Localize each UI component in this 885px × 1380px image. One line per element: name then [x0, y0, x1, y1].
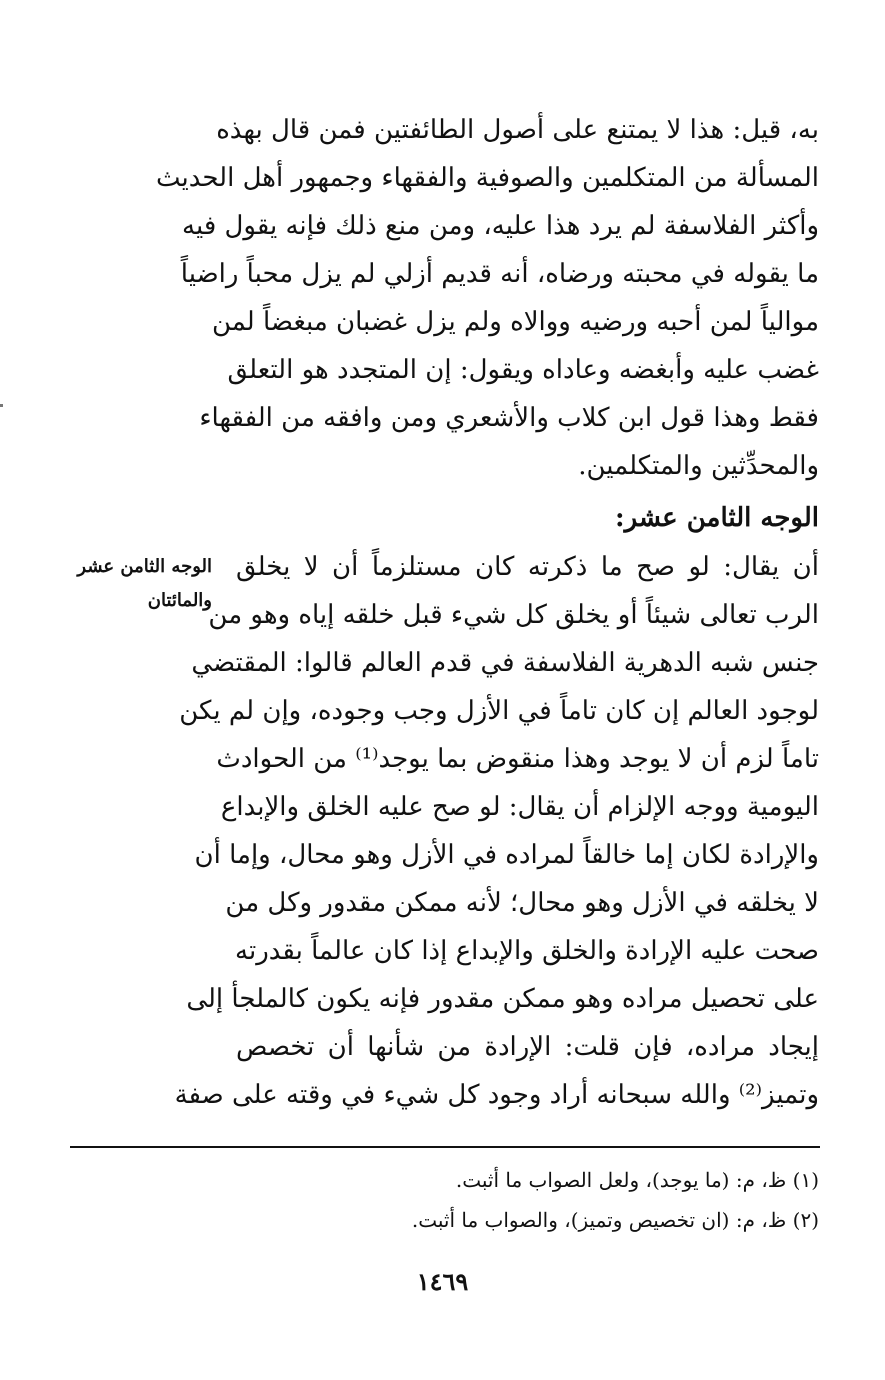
text-line: إيجاد مراده، فإن قلت: الإرادة من شأنها أن تخصص	[236, 1032, 819, 1062]
text-line: تاماً لزم أن لا يوجد وهذا منقوض بما يوجد⁽¹⁾ من الحوادث	[216, 744, 819, 774]
page-number: ١٤٦٩	[416, 1267, 469, 1296]
footnote-divider	[70, 1146, 820, 1148]
text-line: والمحدِّثين والمتكلمين.	[578, 451, 819, 481]
text-line: الرب تعالى شيئاً أو يخلق كل شيء قبل خلقه إياه وهو من	[208, 600, 819, 630]
margin-note-line: الوجه الثامن عشر	[77, 556, 212, 577]
text-line: فقط وهذا قول ابن كلاب والأشعري ومن وافقه من الفقهاء	[199, 403, 819, 433]
text-line: لا يخلقه في الأزل وهو محال؛ لأنه ممكن مقدور وكل من	[225, 888, 819, 918]
text-line: لوجود العالم إن كان تاماً في الأزل وجب وجوده، وإن لم يكن	[179, 696, 819, 726]
footnotes	[236, 1160, 819, 1240]
text-line: أن يقال: لو صح ما ذكرته كان مستلزماً أن لا يخلق	[236, 552, 819, 582]
footnote: (٢) ظ، م: (ان تخصيص وتميز)، والصواب ما أثبت.	[411, 1208, 819, 1232]
footnote: (١) ظ، م: (ما يوجد)، ولعل الصواب ما أثبت.	[455, 1168, 819, 1192]
text-line: وأكثر الفلاسفة لم يرد هذا عليه، ومن منع ذلك فإنه يقول فيه	[182, 211, 819, 241]
section-heading: الوجه الثامن عشر:	[615, 503, 819, 533]
text-line: المسألة من المتكلمين والصوفية والفقهاء وجمهور أهل الحديث	[155, 163, 819, 193]
text-line: وتميز⁽²⁾ والله سبحانه أراد وجود كل شيء في وقته على صفة	[174, 1080, 819, 1110]
text-line: ما يقوله في محبته ورضاه، أنه قديم أزلي لم يزل محباً راضياً	[180, 259, 819, 289]
scan-edge-mark	[0, 404, 3, 407]
paragraph-1	[155, 106, 819, 490]
text-line: صحت عليه الإرادة والخلق والإبداع إذا كان عالماً بقدرته	[235, 936, 819, 966]
margin-note-line: والمائتان	[147, 590, 212, 611]
text-line: على تحصيل مراده وهو ممكن مقدور فإنه يكون كالملجأ إلى	[186, 984, 819, 1014]
text-line: موالياً لمن أحبه ورضيه ووالاه ولم يزل غضبان مبغضاً لمن	[211, 307, 819, 337]
text-line: غضب عليه وأبغضه وعاداه ويقول: إن المتجدد هو التعلق	[227, 355, 819, 385]
margin-note	[70, 550, 212, 618]
text-line: جنس شبه الدهرية الفلاسفة في قدم العالم قالوا: المقتضي	[191, 648, 819, 678]
text-line: اليومية ووجه الإلزام أن يقال: لو صح عليه الخلق والإبداع	[220, 792, 819, 822]
text-line: به، قيل: هذا لا يمتنع على أصول الطائفتين فمن قال بهذه	[216, 115, 819, 145]
text-line: والإرادة لكان إما خالقاً لمراده في الأزل وهو محال، وإما أن	[194, 840, 819, 870]
